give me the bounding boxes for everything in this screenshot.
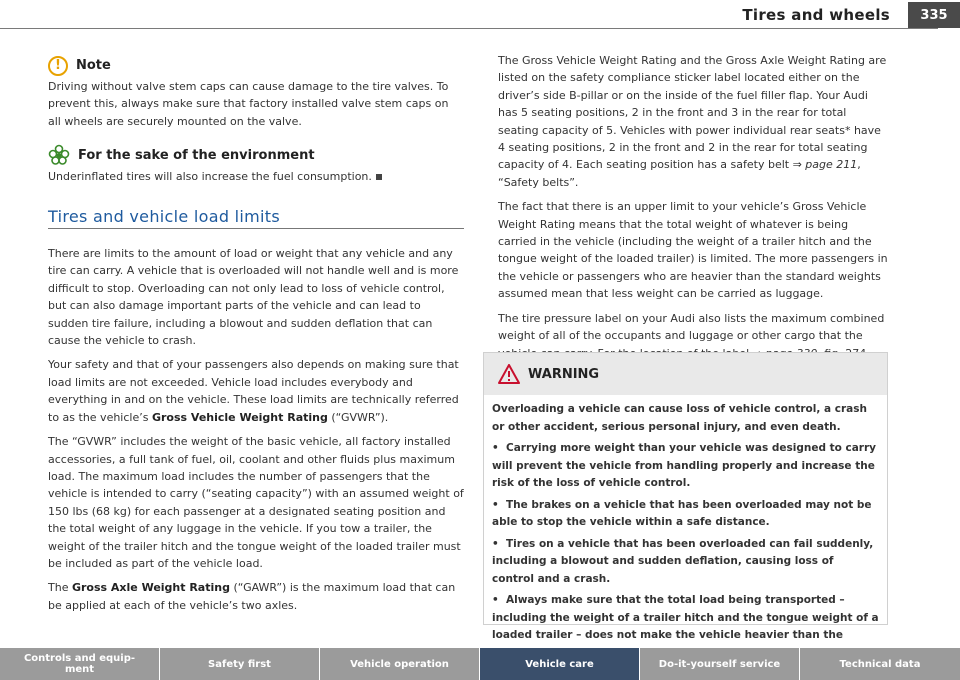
warning-heading bbox=[484, 353, 887, 395]
nav-tab-safety[interactable]: Safety first bbox=[160, 648, 320, 680]
end-mark bbox=[376, 174, 382, 180]
exclamation-icon: ! bbox=[48, 56, 68, 76]
warning-bullet: • Carrying more weight than your vehicle was designed to carry will prevent the vehicle from handling properly and increase the risk of the loss of vehicle control. bbox=[492, 442, 877, 489]
page-number: 335 bbox=[908, 2, 960, 28]
environment-title: For the sake of the environment bbox=[78, 147, 315, 163]
nav-tab-operation[interactable]: Vehicle operation bbox=[320, 648, 480, 680]
warning-triangle-icon bbox=[498, 364, 520, 384]
warning-bullet: • Always make sure that the total load being transported – including the weight of a trailer hitch and the tongue weight of a loaded trailer – does not make the vehicle heavier than the bbox=[492, 592, 879, 662]
environment-text: Underinflated tires will also increase the fuel consumption. bbox=[48, 168, 464, 185]
environment-heading bbox=[48, 144, 464, 166]
paragraph: The fact that there is an upper limit to your vehicle’s Gross Vehicle Weight Rating means that the total weight of whatever is being carried in the vehicle (including the weight of a trailer hitch and the tongue weight of the loaded trailer) is limited. The more passengers in the vehicle or passengers who are heavier than the standard weights assumed mean that less weight can be carried as luggage. bbox=[498, 200, 888, 301]
header-rule bbox=[0, 28, 938, 29]
warning-bullet: • Tires on a vehicle that has been overloaded can fail suddenly, including a blowout and sudden deflation, causing loss of control and a crash. bbox=[492, 537, 874, 585]
paragraph: The Gross Axle Weight Rating (“GAWR”) is the maximum load that can be applied at each of the vehicle’s two axles. bbox=[48, 581, 456, 612]
warning-intro: Overloading a vehicle can cause loss of vehicle control, a crash or other accident, serious personal injury, and even death. bbox=[492, 403, 867, 433]
page-link[interactable]: ⇒ page 211 bbox=[792, 158, 858, 172]
warning-bullet: • The brakes on a vehicle that has been overloaded may not be able to stop the vehicle within a safe distance. bbox=[492, 498, 872, 528]
note-title: Note bbox=[76, 58, 111, 74]
paragraph: There are limits to the amount of load or weight that any vehicle and any tire can carry. A vehicle that is overloaded will not handle well and is more difficult to stop. Overloading can not only lead to loss of vehicle control, but can also damage important parts of the vehicle and can lead to sudden tire failure, including a blowout and sudden deflation that can cause the vehicle to crash. bbox=[48, 247, 459, 348]
paragraph: The “GVWR” includes the weight of the basic vehicle, all factory installed accessories, a full tank of fuel, oil, coolant and other fluids plus maximum load. The maximum load includes the number of passengers that the vehicle is intended to carry (“seating capacity”) with an assumed weight of 150 lbs (68 kg) for each passenger at a designated seating position and the total weight of any luggage in the vehicle. If you tow a trailer, the weight of the trailer hitch and the tongue weight of the loaded trailer must be included as part of the vehicle load. bbox=[48, 435, 464, 570]
flower-icon bbox=[48, 144, 70, 166]
bottom-nav bbox=[0, 648, 960, 680]
right-column bbox=[498, 52, 888, 369]
warning-body bbox=[484, 395, 887, 662]
left-column bbox=[48, 50, 464, 621]
nav-tab-diy-service[interactable]: Do-it-yourself service bbox=[640, 648, 800, 680]
warning-box bbox=[483, 352, 888, 641]
paragraph: The tire pressure label on your Audi also lists the maximum combined weight of all of the occupants and luggage or other cargo that the bbox=[498, 310, 888, 362]
section-title: Tires and vehicle load limits bbox=[48, 208, 464, 229]
note-heading bbox=[48, 56, 464, 76]
note-text: Driving without valve stem caps can cause damage to the tire valves. To prevent this, always make sure that factory installed valve stem caps on all wheels are securely mounted on the valve. bbox=[48, 80, 449, 128]
nav-tab-vehicle-care[interactable]: Vehicle care bbox=[480, 648, 640, 680]
paragraph: Your safety and that of your passengers also depends on making sure that load limits are not exceeded. Vehicle load includes everybody and everything in and on the vehicle. These load limits are technically referred to as the vehicle’s Gross Vehicle Weight Rating (“GVWR”). bbox=[48, 358, 459, 424]
paragraph: The Gross Vehicle Weight Rating and the Gross Axle Weight Rating are listed on the safety compliance sticker label located either on the driver’s side B-pillar or on the inside of the fuel filler flap. Your Audi has 5 seating positions, 2 in the front and 3 in the rear for total seating capacity of 5. Vehicles with power individual rear seats* have 4 seating positions, 2 in the front and 2 in the rear for total seating capacity of 4. Each seating position has a safety belt ⇒ page 211, “Safety belts”. bbox=[498, 54, 887, 189]
nav-tab-technical-data[interactable]: Technical data bbox=[800, 648, 960, 680]
nav-tab-controls[interactable]: Controls and equip- ment bbox=[0, 648, 160, 680]
warning-title: WARNING bbox=[528, 366, 600, 382]
chapter-title: Tires and wheels bbox=[742, 6, 890, 24]
